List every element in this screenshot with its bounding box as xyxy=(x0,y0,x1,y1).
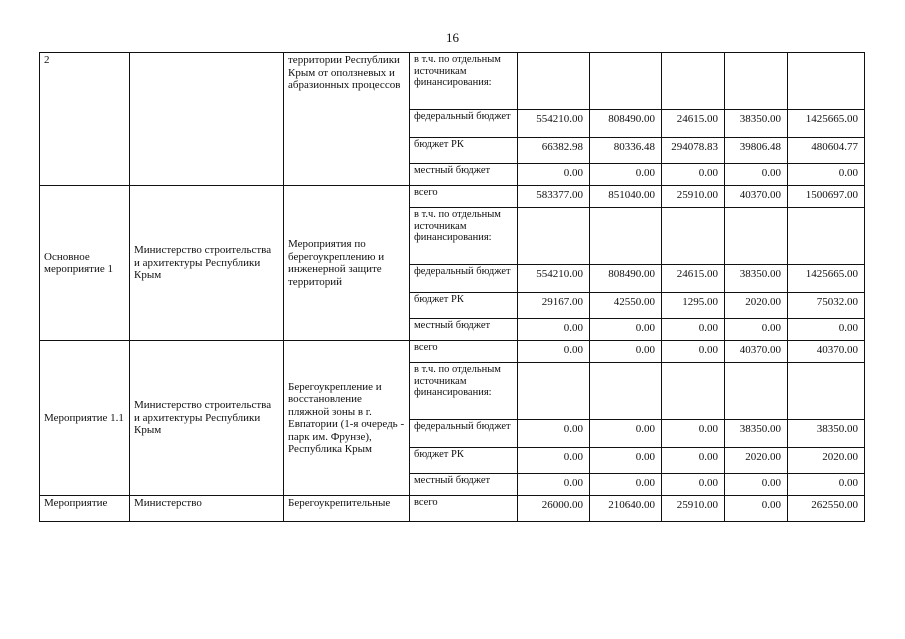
value-cell: 294078.83 xyxy=(662,138,725,164)
financing-table xyxy=(39,52,865,522)
description-cell: территории Республики Крым от оползневых и абразионных процессов xyxy=(284,53,410,186)
value-cell: 38350.00 xyxy=(788,420,865,448)
value-cell xyxy=(788,53,865,110)
description-cell: Берегоукрепительные xyxy=(284,496,410,522)
value-cell: 24615.00 xyxy=(662,110,725,138)
value-cell: 40370.00 xyxy=(725,186,788,208)
source-label: федеральный бюджет xyxy=(410,420,518,448)
executor-cell: Министерство xyxy=(130,496,284,522)
value-cell: 0.00 xyxy=(590,448,662,474)
value-cell: 0.00 xyxy=(590,319,662,341)
value-cell xyxy=(788,208,865,265)
table-row xyxy=(40,53,865,110)
activity-name-cell: Мероприятие xyxy=(40,496,130,522)
value-cell: 583377.00 xyxy=(518,186,590,208)
value-cell: 40370.00 xyxy=(788,341,865,363)
source-label: местный бюджет xyxy=(410,164,518,186)
source-label: федеральный бюджет xyxy=(410,265,518,293)
value-cell: 1295.00 xyxy=(662,293,725,319)
value-cell: 2020.00 xyxy=(725,448,788,474)
value-cell: 0.00 xyxy=(518,474,590,496)
value-cell: 38350.00 xyxy=(725,420,788,448)
value-cell: 0.00 xyxy=(725,474,788,496)
source-label: бюджет РК xyxy=(410,293,518,319)
value-cell: 75032.00 xyxy=(788,293,865,319)
source-label: местный бюджет xyxy=(410,319,518,341)
value-cell: 38350.00 xyxy=(725,110,788,138)
value-cell: 851040.00 xyxy=(590,186,662,208)
value-cell: 25910.00 xyxy=(662,496,725,522)
source-label: бюджет РК xyxy=(410,448,518,474)
value-cell: 2020.00 xyxy=(725,293,788,319)
value-cell: 0.00 xyxy=(662,420,725,448)
value-cell xyxy=(725,208,788,265)
description-cell: Берегоукрепление и восстановление пляжной зоны в г. Евпатории (1-я очередь - парк им. Фрунзе), Республика Крым xyxy=(284,341,410,496)
row-number-cell: 2 xyxy=(40,53,130,186)
description-cell: Мероприятия по берегоукреплению и инженерной защите территорий xyxy=(284,186,410,341)
source-label: в т.ч. по отдельным источникам финансирования: xyxy=(410,363,518,420)
value-cell: 29167.00 xyxy=(518,293,590,319)
value-cell: 0.00 xyxy=(518,164,590,186)
value-cell: 66382.98 xyxy=(518,138,590,164)
value-cell: 25910.00 xyxy=(662,186,725,208)
value-cell: 38350.00 xyxy=(725,265,788,293)
value-cell: 0.00 xyxy=(662,164,725,186)
executor-cell xyxy=(130,53,284,186)
value-cell: 39806.48 xyxy=(725,138,788,164)
source-label: бюджет РК xyxy=(410,138,518,164)
value-cell xyxy=(518,363,590,420)
value-cell: 0.00 xyxy=(725,319,788,341)
value-cell: 0.00 xyxy=(788,474,865,496)
value-cell: 554210.00 xyxy=(518,265,590,293)
activity-name-cell: Мероприятие 1.1 xyxy=(40,341,130,496)
value-cell: 0.00 xyxy=(788,319,865,341)
value-cell: 0.00 xyxy=(590,341,662,363)
activity-name-cell: Основное мероприятие 1 xyxy=(40,186,130,341)
value-cell: 24615.00 xyxy=(662,265,725,293)
value-cell: 42550.00 xyxy=(590,293,662,319)
source-label: в т.ч. по отдельным источникам финансирования: xyxy=(410,53,518,110)
executor-cell: Министерство строительства и архитектуры Республики Крым xyxy=(130,186,284,341)
value-cell: 1425665.00 xyxy=(788,110,865,138)
value-cell: 0.00 xyxy=(725,164,788,186)
page-number: 16 xyxy=(446,30,459,45)
value-cell: 0.00 xyxy=(590,164,662,186)
value-cell: 0.00 xyxy=(518,448,590,474)
executor-cell: Министерство строительства и архитектуры Республики Крым xyxy=(130,341,284,496)
source-label: всего xyxy=(410,341,518,363)
table-row xyxy=(40,186,865,208)
value-cell: 0.00 xyxy=(590,420,662,448)
table-row xyxy=(40,341,865,363)
value-cell: 0.00 xyxy=(662,448,725,474)
value-cell: 808490.00 xyxy=(590,110,662,138)
value-cell: 0.00 xyxy=(662,474,725,496)
value-cell: 26000.00 xyxy=(518,496,590,522)
value-cell: 554210.00 xyxy=(518,110,590,138)
source-label: федеральный бюджет xyxy=(410,110,518,138)
value-cell: 262550.00 xyxy=(788,496,865,522)
value-cell xyxy=(725,363,788,420)
value-cell: 1425665.00 xyxy=(788,265,865,293)
source-label: в т.ч. по отдельным источникам финансирования: xyxy=(410,208,518,265)
value-cell: 40370.00 xyxy=(725,341,788,363)
value-cell: 0.00 xyxy=(725,496,788,522)
value-cell xyxy=(518,53,590,110)
value-cell xyxy=(725,53,788,110)
value-cell: 0.00 xyxy=(590,474,662,496)
source-label: всего xyxy=(410,186,518,208)
value-cell: 0.00 xyxy=(788,164,865,186)
value-cell: 0.00 xyxy=(662,319,725,341)
value-cell: 0.00 xyxy=(518,420,590,448)
value-cell: 80336.48 xyxy=(590,138,662,164)
value-cell xyxy=(590,53,662,110)
value-cell xyxy=(662,53,725,110)
source-label: всего xyxy=(410,496,518,522)
value-cell: 0.00 xyxy=(662,341,725,363)
value-cell: 808490.00 xyxy=(590,265,662,293)
value-cell: 210640.00 xyxy=(590,496,662,522)
value-cell xyxy=(518,208,590,265)
table-row xyxy=(40,496,865,522)
value-cell: 1500697.00 xyxy=(788,186,865,208)
value-cell xyxy=(590,363,662,420)
value-cell xyxy=(590,208,662,265)
value-cell xyxy=(788,363,865,420)
value-cell: 2020.00 xyxy=(788,448,865,474)
value-cell xyxy=(662,208,725,265)
value-cell: 0.00 xyxy=(518,341,590,363)
value-cell: 0.00 xyxy=(518,319,590,341)
value-cell: 480604.77 xyxy=(788,138,865,164)
value-cell xyxy=(662,363,725,420)
source-label: местный бюджет xyxy=(410,474,518,496)
